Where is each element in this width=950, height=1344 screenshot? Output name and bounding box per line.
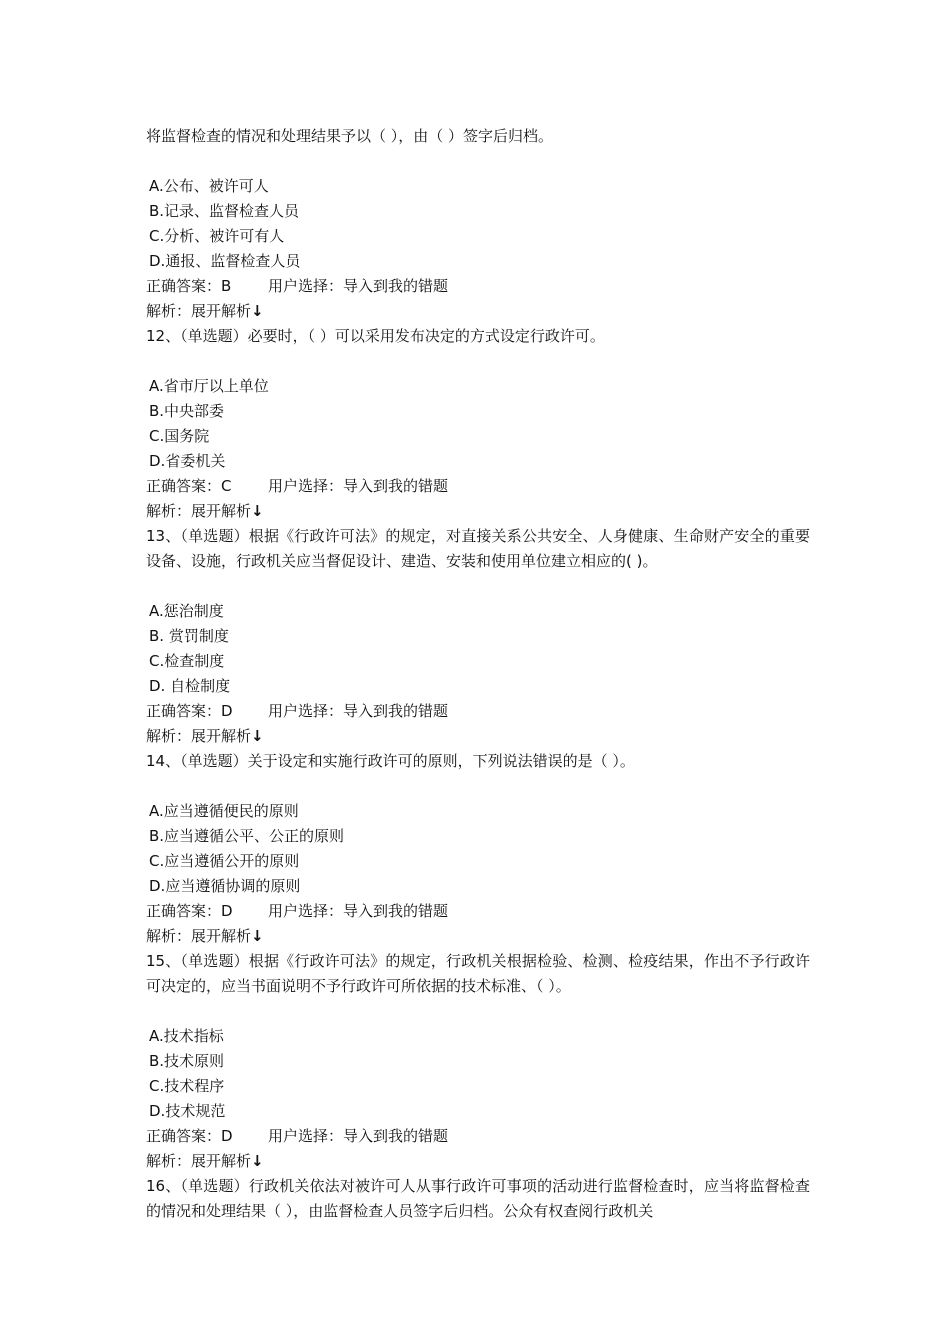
arrow-down-icon: ↓ xyxy=(251,1152,264,1170)
option-a: A.应当遵循便民的原则 xyxy=(149,802,299,820)
option-a: A.省市厅以上单位 xyxy=(149,377,269,395)
option-c: C.技术程序 xyxy=(149,1077,225,1095)
option-a: A.公布、被许可人 xyxy=(149,177,269,195)
question-text: 13、（单选题）根据《行政许可法》的规定，对直接关系公共安全、人身健康、生命财产安全的重要设备、设施，行政机关应当督促设计、建造、安装和使用单位建立相应的( )。 xyxy=(146,527,810,570)
user-choice-link[interactable]: 用户选择：导入到我的错题 xyxy=(268,702,449,720)
option-b: B.应当遵循公平、公正的原则 xyxy=(149,827,345,845)
answer-row xyxy=(146,899,810,924)
analysis-toggle[interactable]: 解析：展开解析 xyxy=(146,727,252,745)
question-text: 将监督检查的情况和处理结果予以（ ），由（ ）签字后归档。 xyxy=(146,127,554,145)
option-b: B. 赏罚制度 xyxy=(149,627,229,645)
analysis-toggle[interactable]: 解析：展开解析 xyxy=(146,502,252,520)
option-c: C.应当遵循公开的原则 xyxy=(149,852,300,870)
arrow-down-icon: ↓ xyxy=(251,927,264,945)
analysis-row[interactable] xyxy=(146,924,810,949)
analysis-row[interactable] xyxy=(146,724,810,749)
option-c: C.检查制度 xyxy=(149,652,225,670)
arrow-down-icon: ↓ xyxy=(251,302,264,320)
analysis-row[interactable] xyxy=(146,1149,810,1174)
option-d: D.通报、监督检查人员 xyxy=(149,252,301,270)
option-b: B.技术原则 xyxy=(149,1052,225,1070)
user-choice-link[interactable]: 用户选择：导入到我的错题 xyxy=(268,902,449,920)
correct-answer: 正确答案：D xyxy=(146,1127,233,1145)
option-a: A.惩治制度 xyxy=(149,602,224,620)
question-text: 16、（单选题）行政机关依法对被许可人从事行政许可事项的活动进行监督检查时，应当将监督检查的情况和处理结果（ ），由监督检查人员签字后归档。公众有权查阅行政机关 xyxy=(146,1177,810,1220)
analysis-row[interactable] xyxy=(146,499,810,524)
correct-answer: 正确答案：D xyxy=(146,702,233,720)
question-list xyxy=(146,124,810,1224)
option-d: D. 自检制度 xyxy=(149,677,231,695)
analysis-row[interactable] xyxy=(146,299,810,324)
answer-row xyxy=(146,1124,810,1149)
user-choice-link[interactable]: 用户选择：导入到我的错题 xyxy=(268,277,449,295)
user-choice-link[interactable]: 用户选择：导入到我的错题 xyxy=(268,477,449,495)
option-b: B.中央部委 xyxy=(149,402,225,420)
option-c: C.国务院 xyxy=(149,427,210,445)
correct-answer: 正确答案：D xyxy=(146,902,233,920)
analysis-toggle[interactable]: 解析：展开解析 xyxy=(146,302,252,320)
user-choice-link[interactable]: 用户选择：导入到我的错题 xyxy=(268,1127,449,1145)
answer-row xyxy=(146,474,810,499)
correct-answer: 正确答案：B xyxy=(146,277,232,295)
arrow-down-icon: ↓ xyxy=(251,727,264,745)
answer-row xyxy=(146,274,810,299)
correct-answer: 正确答案：C xyxy=(146,477,232,495)
option-a: A.技术指标 xyxy=(149,1027,224,1045)
analysis-toggle[interactable]: 解析：展开解析 xyxy=(146,927,252,945)
option-d: D.应当遵循协调的原则 xyxy=(149,877,301,895)
option-c: C.分析、被许可有人 xyxy=(149,227,285,245)
analysis-toggle[interactable]: 解析：展开解析 xyxy=(146,1152,252,1170)
option-d: D.技术规范 xyxy=(149,1102,226,1120)
question-text: 12、（单选题）必要时，（ ）可以采用发布决定的方式设定行政许可。 xyxy=(146,327,605,345)
arrow-down-icon: ↓ xyxy=(251,502,264,520)
answer-row xyxy=(146,699,810,724)
option-d: D.省委机关 xyxy=(149,452,226,470)
question-text: 14、（单选题）关于设定和实施行政许可的原则，下列说法错误的是（ ）。 xyxy=(146,752,635,770)
option-b: B.记录、监督检查人员 xyxy=(149,202,300,220)
question-text: 15、（单选题）根据《行政许可法》的规定，行政机关根据检验、检测、检疫结果，作出不予行政许可决定的，应当书面说明不予行政许可所依据的技术标准、（ ）。 xyxy=(146,952,810,995)
